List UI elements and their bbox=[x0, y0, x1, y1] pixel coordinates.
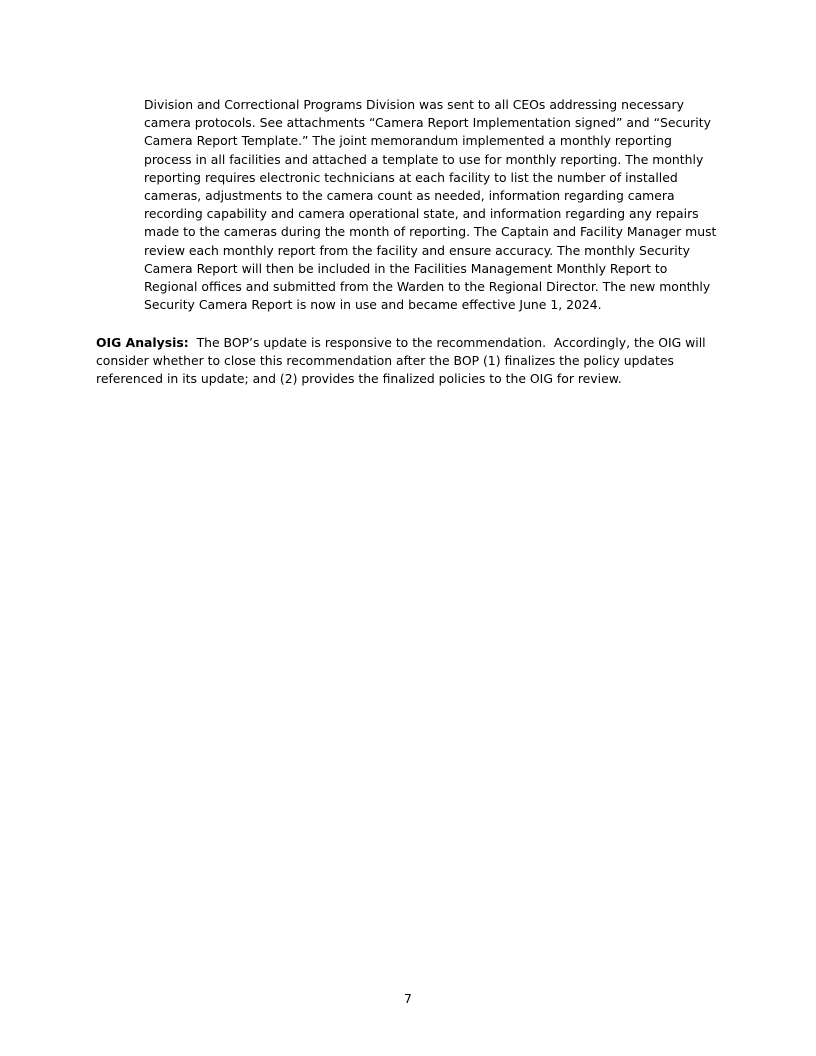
page-number: 7 bbox=[404, 991, 412, 1006]
oig-analysis-line bbox=[96, 334, 726, 352]
oig-analysis-line: consider whether to close this recommendation after the BOP (1) finalizes the policy updates bbox=[96, 353, 674, 369]
response-line: made to the cameras during the month of reporting. The Captain and Facility Manager must bbox=[144, 224, 717, 240]
response-line: Security Camera Report is now in use and became effective June 1, 2024. bbox=[144, 297, 602, 313]
oig-analysis-text: The BOP’s update is responsive to the recommendation. Accordingly, the OIG will bbox=[188, 335, 706, 350]
response-line: cameras, adjustments to the camera count as needed, information regarding camera bbox=[144, 188, 675, 204]
response-line: Camera Report will then be included in the Facilities Management Monthly Report to bbox=[144, 260, 668, 276]
response-line: Division and Correctional Programs Division was sent to all CEOs addressing necessary bbox=[144, 97, 684, 112]
oig-analysis-line: referenced in its update; and (2) provides the finalized policies to the OIG for review. bbox=[96, 371, 622, 387]
response-line: Camera Report Template.” The joint memorandum implemented a monthly reporting bbox=[144, 133, 672, 149]
oig-analysis-label: OIG Analysis: bbox=[96, 335, 189, 350]
oig-analysis-paragraph bbox=[96, 334, 726, 389]
response-line: Regional offices and submitted from the Warden to the Regional Director. The new monthly bbox=[144, 279, 711, 295]
response-line: recording capability and camera operational state, and information regarding any repairs bbox=[144, 206, 699, 222]
bop-response-continuation bbox=[144, 96, 724, 314]
response-line: review each monthly report from the facility and ensure accuracy. The monthly Security bbox=[144, 242, 690, 258]
response-line: camera protocols. See attachments “Camera Report Implementation signed” and “Security bbox=[144, 115, 711, 131]
response-line: reporting requires electronic technicians at each facility to list the number of installed bbox=[144, 169, 678, 185]
response-line: process in all facilities and attached a template to use for monthly reporting. The monthly bbox=[144, 151, 704, 167]
